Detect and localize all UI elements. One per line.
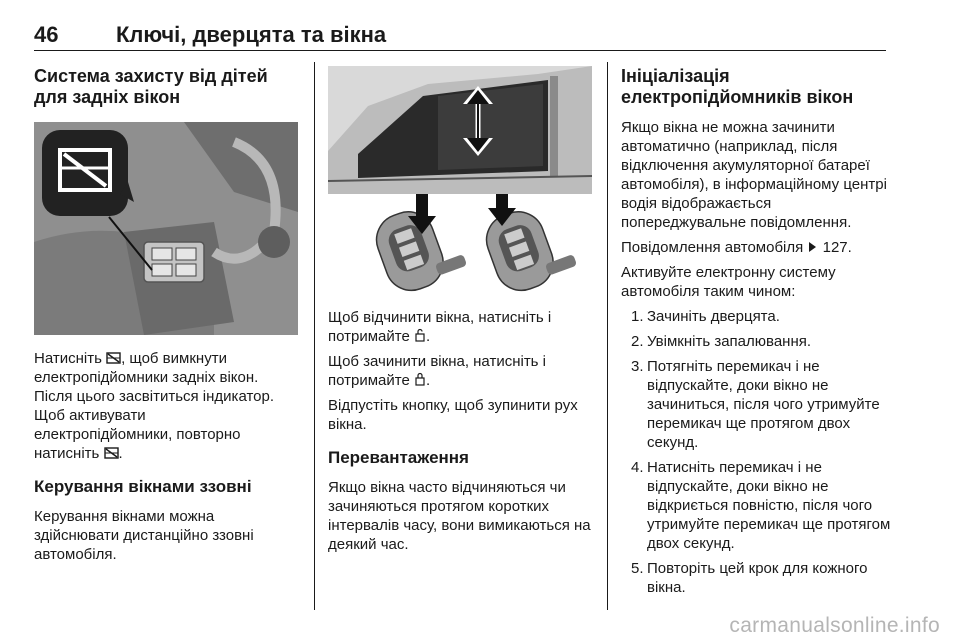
- lock-icon: [414, 372, 426, 386]
- open-window-instruction: Щоб відчинити вікна, натисніть і потримайте .: [328, 309, 552, 345]
- column-right: [621, 66, 891, 597]
- activation-text: Активуйте електронну систему автомобіля таким чином:: [621, 264, 836, 300]
- overload-text: Якщо вікна часто відчиняються чи зачиняються протягом коротких інтервалів часу, вони вимикаються на деякий час.: [328, 479, 591, 553]
- unlock-icon: [414, 328, 426, 342]
- column-divider: [607, 62, 608, 610]
- watermark: carmanualsonline.info: [729, 614, 940, 637]
- child-lock-instructions: Натисніть , щоб вимкнути електропідйомники задніх вікон. Після цього засвітиться індикатор. Щоб активувати електропідйомники, повторно натисніть .: [34, 350, 275, 462]
- window-illustration: [328, 66, 592, 194]
- list-item: 4. Натисніть перемикач і не відпускайте, доки вікно не відкриється повністю, після чого утримуйте перемикач ще протягом двох секунд.: [631, 459, 891, 552]
- release-instruction: Відпустіть кнопку, щоб зупинити рух вікна.: [328, 397, 578, 433]
- column-left: [34, 66, 302, 564]
- key-fob-image: [328, 194, 592, 294]
- window-up-down-image: [328, 66, 592, 194]
- chapter-title: Ключі, дверцята та вікна: [116, 22, 387, 47]
- list-item: 5. Повторіть цей крок для кожного вікна.: [631, 560, 868, 596]
- list-item: 1. Зачиніть дверцята.: [631, 308, 780, 325]
- initialization-text: Якщо вікна не можна зачинити автоматично (наприклад, після відключення акумуляторної батареї автомобіля), в інформаційному центрі водія відображається попереджувальне повідомлення.: [621, 119, 887, 231]
- initialization-steps: [621, 307, 891, 597]
- child-lock-icon: [106, 352, 121, 364]
- key-fob-illustration: [328, 194, 592, 294]
- column-middle: [328, 66, 592, 554]
- close-window-instruction: Щоб зачинити вікна, натисніть і потримайте .: [328, 353, 546, 389]
- column-divider: [314, 62, 315, 610]
- child-lock-icon: [104, 447, 119, 459]
- vehicle-messages-reference: Повідомлення автомобіля 127.: [621, 239, 852, 256]
- door-panel-illustration: [34, 122, 298, 335]
- child-lock-switch-image: [34, 122, 298, 335]
- page-header: [34, 22, 886, 51]
- list-item: 3. Потягніть перемикач і не відпускайте, доки вікно не зачиниться, після чого утримуйте перемикач ще протягом двох секунд.: [631, 358, 880, 451]
- section-title-child-lock: Система захисту від дітей для задніх вікон: [34, 66, 268, 107]
- section-title-remote-control: Керування вікнами ззовні: [34, 477, 252, 496]
- page-number: 46: [34, 22, 59, 47]
- remote-control-text: Керування вікнами можна здійснювати дистанційно ззовні автомобіля.: [34, 508, 254, 563]
- reference-arrow-icon: [809, 242, 816, 252]
- list-item: 2. Увімкніть запалювання.: [631, 333, 812, 350]
- section-title-overload: Перевантаження: [328, 448, 469, 467]
- section-title-initialization: Ініціалізація електропідйомників вікон: [621, 66, 854, 107]
